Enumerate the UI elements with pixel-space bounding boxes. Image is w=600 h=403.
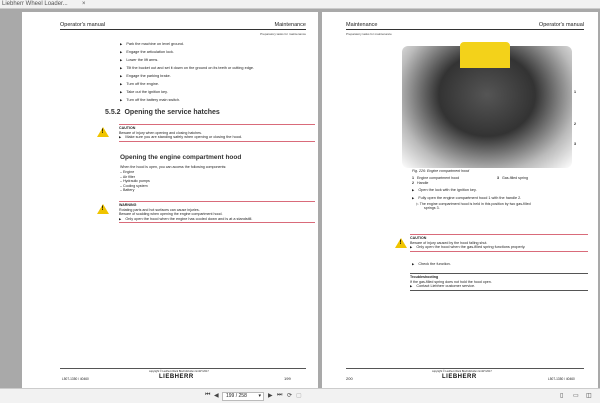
step: ▶ Check the function. [412,262,451,266]
step: ▶ Lower the lift arms. [120,58,158,62]
caution-icon: ! [395,238,407,248]
last-page-icon[interactable]: ⏭ [277,392,283,398]
document-tab[interactable]: Liebherr Wheel Loader... [2,1,68,7]
step: ▶ Turn off the battery main switch. [120,98,180,102]
step: ▶ Park the machine on level ground. [120,42,184,46]
page-number: 199 [284,376,291,381]
page-header [346,22,584,30]
warning-icon: ! [97,204,109,214]
callout-2: 2 [574,122,576,126]
page-number: 200 [346,376,353,381]
copyright: copyright © Liebherr-Werk Bischofshofen GmbH 2017 [432,369,492,373]
copyright: copyright © Liebherr-Werk Bischofshofen GmbH 2017 [149,369,209,373]
header-left: Maintenance [346,22,378,28]
footer-code: L507-1350 / 40460 [62,377,89,381]
close-tab-icon[interactable]: × [82,1,86,7]
prev-page-icon[interactable]: ◀ [214,393,219,399]
figure-caption: Fig. 226: Engine compartment hood [412,169,470,173]
caution-box: CAUTION Beware of injury caused by the hood falling shut. ▶ Only open the hood when the gas-filled spring functions properly. [410,234,588,252]
intro-text: When the hood is open, you can access the following components: [120,165,227,169]
warning-box: WARNING Rotating parts and hot surfaces can cause injuries. Beware of scalding when opening the engine compartment hood. ▶ Only open the hood when the engine has cooled down and is at a standstill. [119,201,315,223]
callout-1: 1 [574,90,576,94]
tab-bar [0,0,600,9]
section-title: 5.5.2 Opening the service hatches [105,109,220,116]
next-page-icon[interactable]: ▶ [268,393,273,399]
step: ▶ Open the lock with the ignition key. [412,188,477,192]
engine-compartment-image [402,46,572,168]
two-page-view-icon[interactable]: ◫ [586,393,592,399]
hood-image [460,42,510,68]
header-left: Operator's manual [60,22,106,28]
page-header [60,22,306,30]
first-page-icon[interactable]: ⏮ [205,392,211,398]
header-right: Maintenance [274,22,306,28]
step: ▶ Take out the ignition key. [120,90,168,94]
page-199 [22,12,318,388]
step: ▶ Engage the articulation lock. [120,50,174,54]
rotate-icon[interactable]: ⟳ [287,393,293,399]
page-200 [322,12,598,388]
callout-3: 3 [574,142,576,146]
step: ▶ Engage the parking brake. [120,74,171,78]
component-list: – Engine – Air filter – Hydraulic pumps – Cooling system – Battery [120,170,150,193]
subsection-title: Opening the engine compartment hood [120,154,242,161]
liebherr-logo: LIEBHERR [159,374,194,380]
single-page-view-icon[interactable]: ▯ [560,393,564,399]
legend: 1 Engine compartment hood 2 Handle [412,176,460,185]
viewer-toolbar [0,388,600,403]
footer-code: L507-1350 / 40460 [548,377,575,381]
step: ▶ Tilt the bucket out and set it down on the ground on its teeth or cutting edge. [120,66,254,70]
liebherr-logo: LIEBHERR [442,374,477,380]
header-right: Operator's manual [538,22,584,28]
page-input[interactable]: 199 / 258 ▾ [222,392,264,401]
legend-item: 3 Gas-filled spring [497,176,528,180]
caution-icon: ! [97,127,109,137]
step: ▶ Fully open the engine compartment hood 1 with the handle 2. [412,196,521,200]
subheader: Preparatory tasks for maintenance [346,32,392,36]
caution-box: CAUTION Beware of injury when opening and closing hatches. ▶ Make sure you are standing safely when opening or closing the hood. [119,124,315,142]
subheader: Preparatory tasks for maintenance [260,32,306,36]
result-text: ▷ The engine compartment hood is held in this position by two gas-filled springs 3. [416,201,531,211]
troubleshooting-box: Troubleshooting If the gas-filled spring does not hold the hood open. ▶ Contact Liebherr customer service. [410,273,588,291]
step: ▶ Turn off the engine. [120,82,159,86]
fit-page-icon[interactable]: ▢ [296,393,302,399]
dropdown-icon[interactable]: ▾ [258,393,261,399]
continuous-view-icon[interactable]: ▭ [573,393,579,399]
